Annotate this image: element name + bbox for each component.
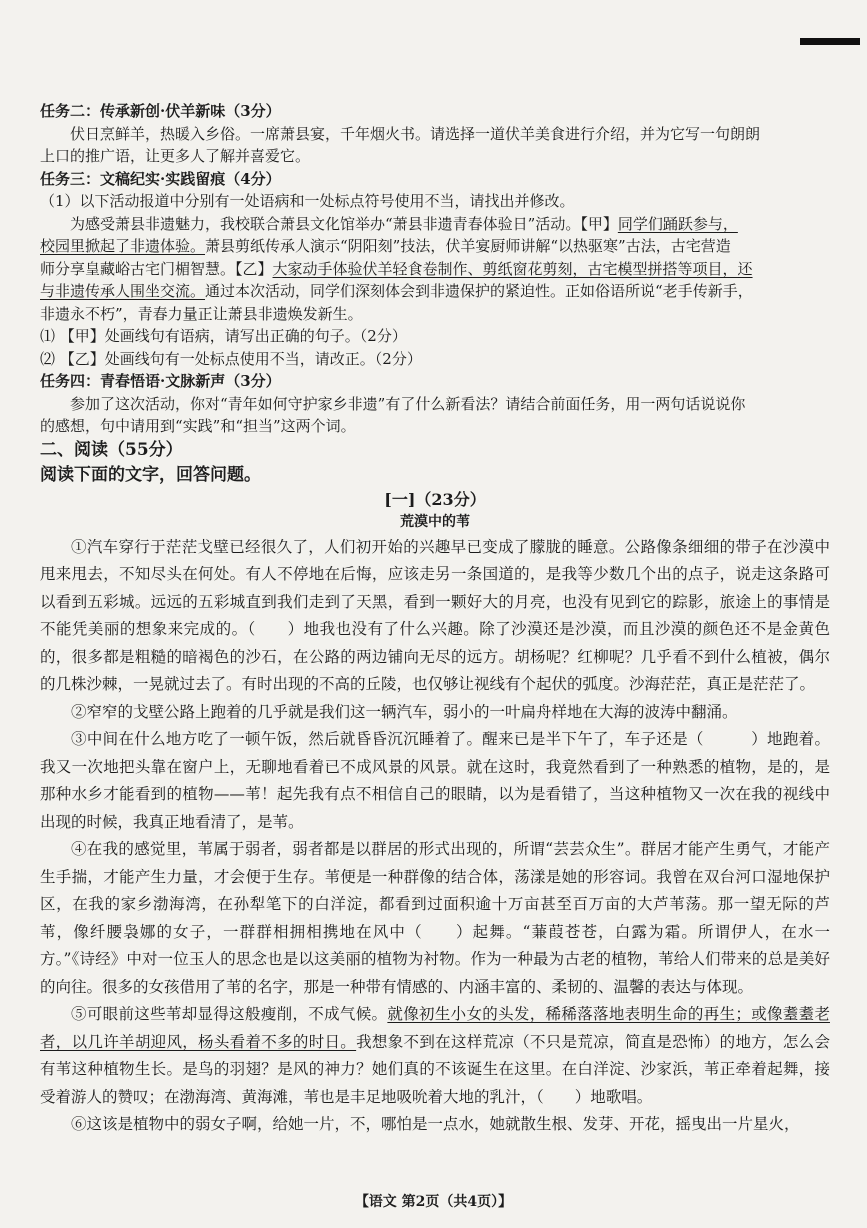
article-paragraph-5 <box>40 1001 830 1111</box>
exam-page <box>40 100 830 1139</box>
report-text: 师分享皇藏峪古宅门楣智慧。 <box>40 259 236 278</box>
article-paragraph-6: ⑥这该是植物中的弱女子啊，给她一片，不，哪怕是一点水，她就散生根、发芽、开花，摇曳出一片星火， <box>71 1115 800 1133</box>
task3-sub-question-1: ⑴ 【甲】处画线句有语病，请写出正确的句子。（2分） <box>40 327 407 345</box>
article-body <box>40 534 830 1139</box>
underlined-sentence-jia: 同学们踊跃参与， <box>617 214 738 233</box>
task2-title: 任务二：传承新创·伏羊新味（3分） <box>40 102 281 120</box>
paragraph-5-underlined: 就像初生小女的头发，稀稀落落地表明生命的再生；或像耋耋老者，以几许羊胡迎风，杨头看着不多的时日。 <box>40 1005 830 1051</box>
article-title: 荒漠中的苇 <box>400 513 470 530</box>
report-text: 通过本次活动，同学们深刻体会到非遗保护的紧迫性。正如俗语所说“老手传新手， <box>205 282 753 300</box>
page-footer: 【语文 第2页（共4页）】 <box>354 1194 513 1210</box>
report-text: 为感受萧县非遗魅力，我校联合萧县文化馆举办“萧县非遗青春体验日”活动。【甲】 <box>70 214 618 233</box>
activity-report <box>40 213 830 326</box>
task3-title: 任务三：文稿纪实·实践留痕（4分） <box>40 169 281 188</box>
reading-instruction: 阅读下面的文字，回答问题。 <box>40 464 261 485</box>
underlined-sentence-yi: 大家动手体验伏羊轻食卷制作、剪纸窗花剪刻，古宅模型拼搭等项目，还 <box>272 259 753 278</box>
report-line-4 <box>40 280 830 303</box>
report-line-1 <box>40 213 830 236</box>
paragraph-5-text-cont: 我想象不到在这样荒凉（不只是荒凉，简直是恐怖）的地方，怎么会有苇这种植物生长。是鸟的羽翅？是风的神力？她们真的不该诞生在这里。在白洋淀、沙家浜，苇正牵着起舞，接受着游人的赞叹；在渤海湾、黄海滩，苇也是丰足地吸吮着大地的乳汁，（ ）地歌唱。 <box>40 1032 830 1106</box>
report-line-3 <box>40 258 830 281</box>
mark-yi: 【乙】 <box>235 259 273 278</box>
underlined-sentence-jia-cont: 校园里掀起了非遗体验。 <box>40 237 206 255</box>
task4-body-line-2: 的感想，句中请用到“实践”和“担当”这两个词。 <box>40 417 356 435</box>
article-paragraph-1: ①汽车穿行于茫茫戈壁已经很久了，人们初开始的兴趣早已变成了朦胧的睡意。公路像条细细的带子在沙漠中甩来甩去，不知尽头在何处。有人不停地在后悔，应该走另一条国道的，是我等少数几个出的点子，说走这条路可以看到五彩城。远远的五彩城直到我们走到了天黑，看到一颗好大的月亮，也没有见到它的踪影，旅途上的事情是不能凭美丽的想象来完成的。（ ）地我也没有了什么兴趣。除了沙漠还是沙漠，而且沙漠的颜色还不是金黄色的，很多都是粗糙的暗褐色的沙石，在公路的两边铺向无尽的远方。胡杨呢？红柳呢？几乎看不到什么植被，偶尔的几株沙棘，一晃就过去了。有时出现的不高的丘陵，也仅够让视线有个起伏的弧度。沙海茫茫，真正是茫茫了。 <box>40 537 830 693</box>
task3-question-1: （1）以下活动报道中分别有一处语病和一处标点符号使用不当，请找出并修改。 <box>40 192 575 210</box>
reading-part-title: [一]（23分） <box>384 489 486 509</box>
article-paragraph-3: ③中间在什么地方吃了一顿午饭，然后就昏昏沉沉睡着了。醒来已是半下午了，车子还是（ ）地跑着。我又一次地把头靠在窗户上，无聊地看着已不成风景的风景。就在这时，我竟然看到了一种熟悉的植物，是的，是那种水乡才能看到的植物——苇！起先我有点不相信自己的眼睛，以为是看错了，当这种植物又一次在我的视线中出现的时候，我真正地看清了，是苇。 <box>40 730 830 831</box>
report-line-2 <box>40 235 830 258</box>
task2-body-line-1: 伏日烹鲜羊，热暖入乡俗。一席萧县宴，千年烟火书。请选择一道伏羊美食进行介绍，并为它写一句朗朗 <box>70 124 761 143</box>
task3-sub-question-2: ⑵ 【乙】处画线句有一处标点使用不当，请改正。（2分） <box>40 349 422 368</box>
task2-body-line-2: 上口的推广语，让更多人了解并喜爱它。 <box>40 147 311 165</box>
article-paragraph-2: ②窄窄的戈壁公路上跑着的几乎就是我们这一辆汽车，弱小的一叶扁舟样地在大海的波涛中翻涌。 <box>71 702 738 721</box>
article-paragraph-4: ④在我的感觉里，苇属于弱者，弱者都是以群居的形式出现的，所谓“芸芸众生”。群居才能产生勇气，才能产生手揣，才能产生力量，才会便于生存。苇便是一种群像的结合体，荡漾是她的形容词。我曾在双台河口湿地保护区，在我的家乡渤海湾，在孙犁笔下的白洋淀，都看到过面积逾十万亩甚至百万亩的大芦苇荡。那一望无际的芦苇，像纤腰袅娜的女子，一群群相拥相携地在风中（ ）起舞。“蒹葭苍苍，白露为霜。所谓伊人，在水一方。”《诗经》中对一位玉人的思念也是以这美丽的植物为衬物。作为一种最为古老的植物，苇给人们带来的总是美好的向往。很多的女孩借用了苇的名字，那是一种带有情感的、内涵丰富的、柔韧的、温馨的表达与体现。 <box>40 840 830 996</box>
reading-section-title: 二、阅读（55分） <box>40 439 183 460</box>
report-text: 萧县剪纸传承人演示“阴阳刻”技法，伏羊宴厨师讲解“以热驱寒”古法，古宅营造 <box>205 237 731 255</box>
paragraph-5-text: ⑤可眼前这些苇却显得这般瘦削，不成气候。 <box>71 1005 388 1023</box>
underlined-sentence-yi-cont: 与非遗传承人围坐交流。 <box>40 282 206 300</box>
corner-mark <box>800 38 860 45</box>
task4-title: 任务四：青春悟语·文脉新声（3分） <box>40 372 281 390</box>
task4-body-line-1: 参加了这次活动，你对“青年如何守护家乡非遗”有了什么新看法？请结合前面任务，用一两句话说说你 <box>70 394 746 413</box>
report-line-5: 非遗永不朽”，青春力量正让萧县非遗焕发新生。 <box>40 304 363 323</box>
